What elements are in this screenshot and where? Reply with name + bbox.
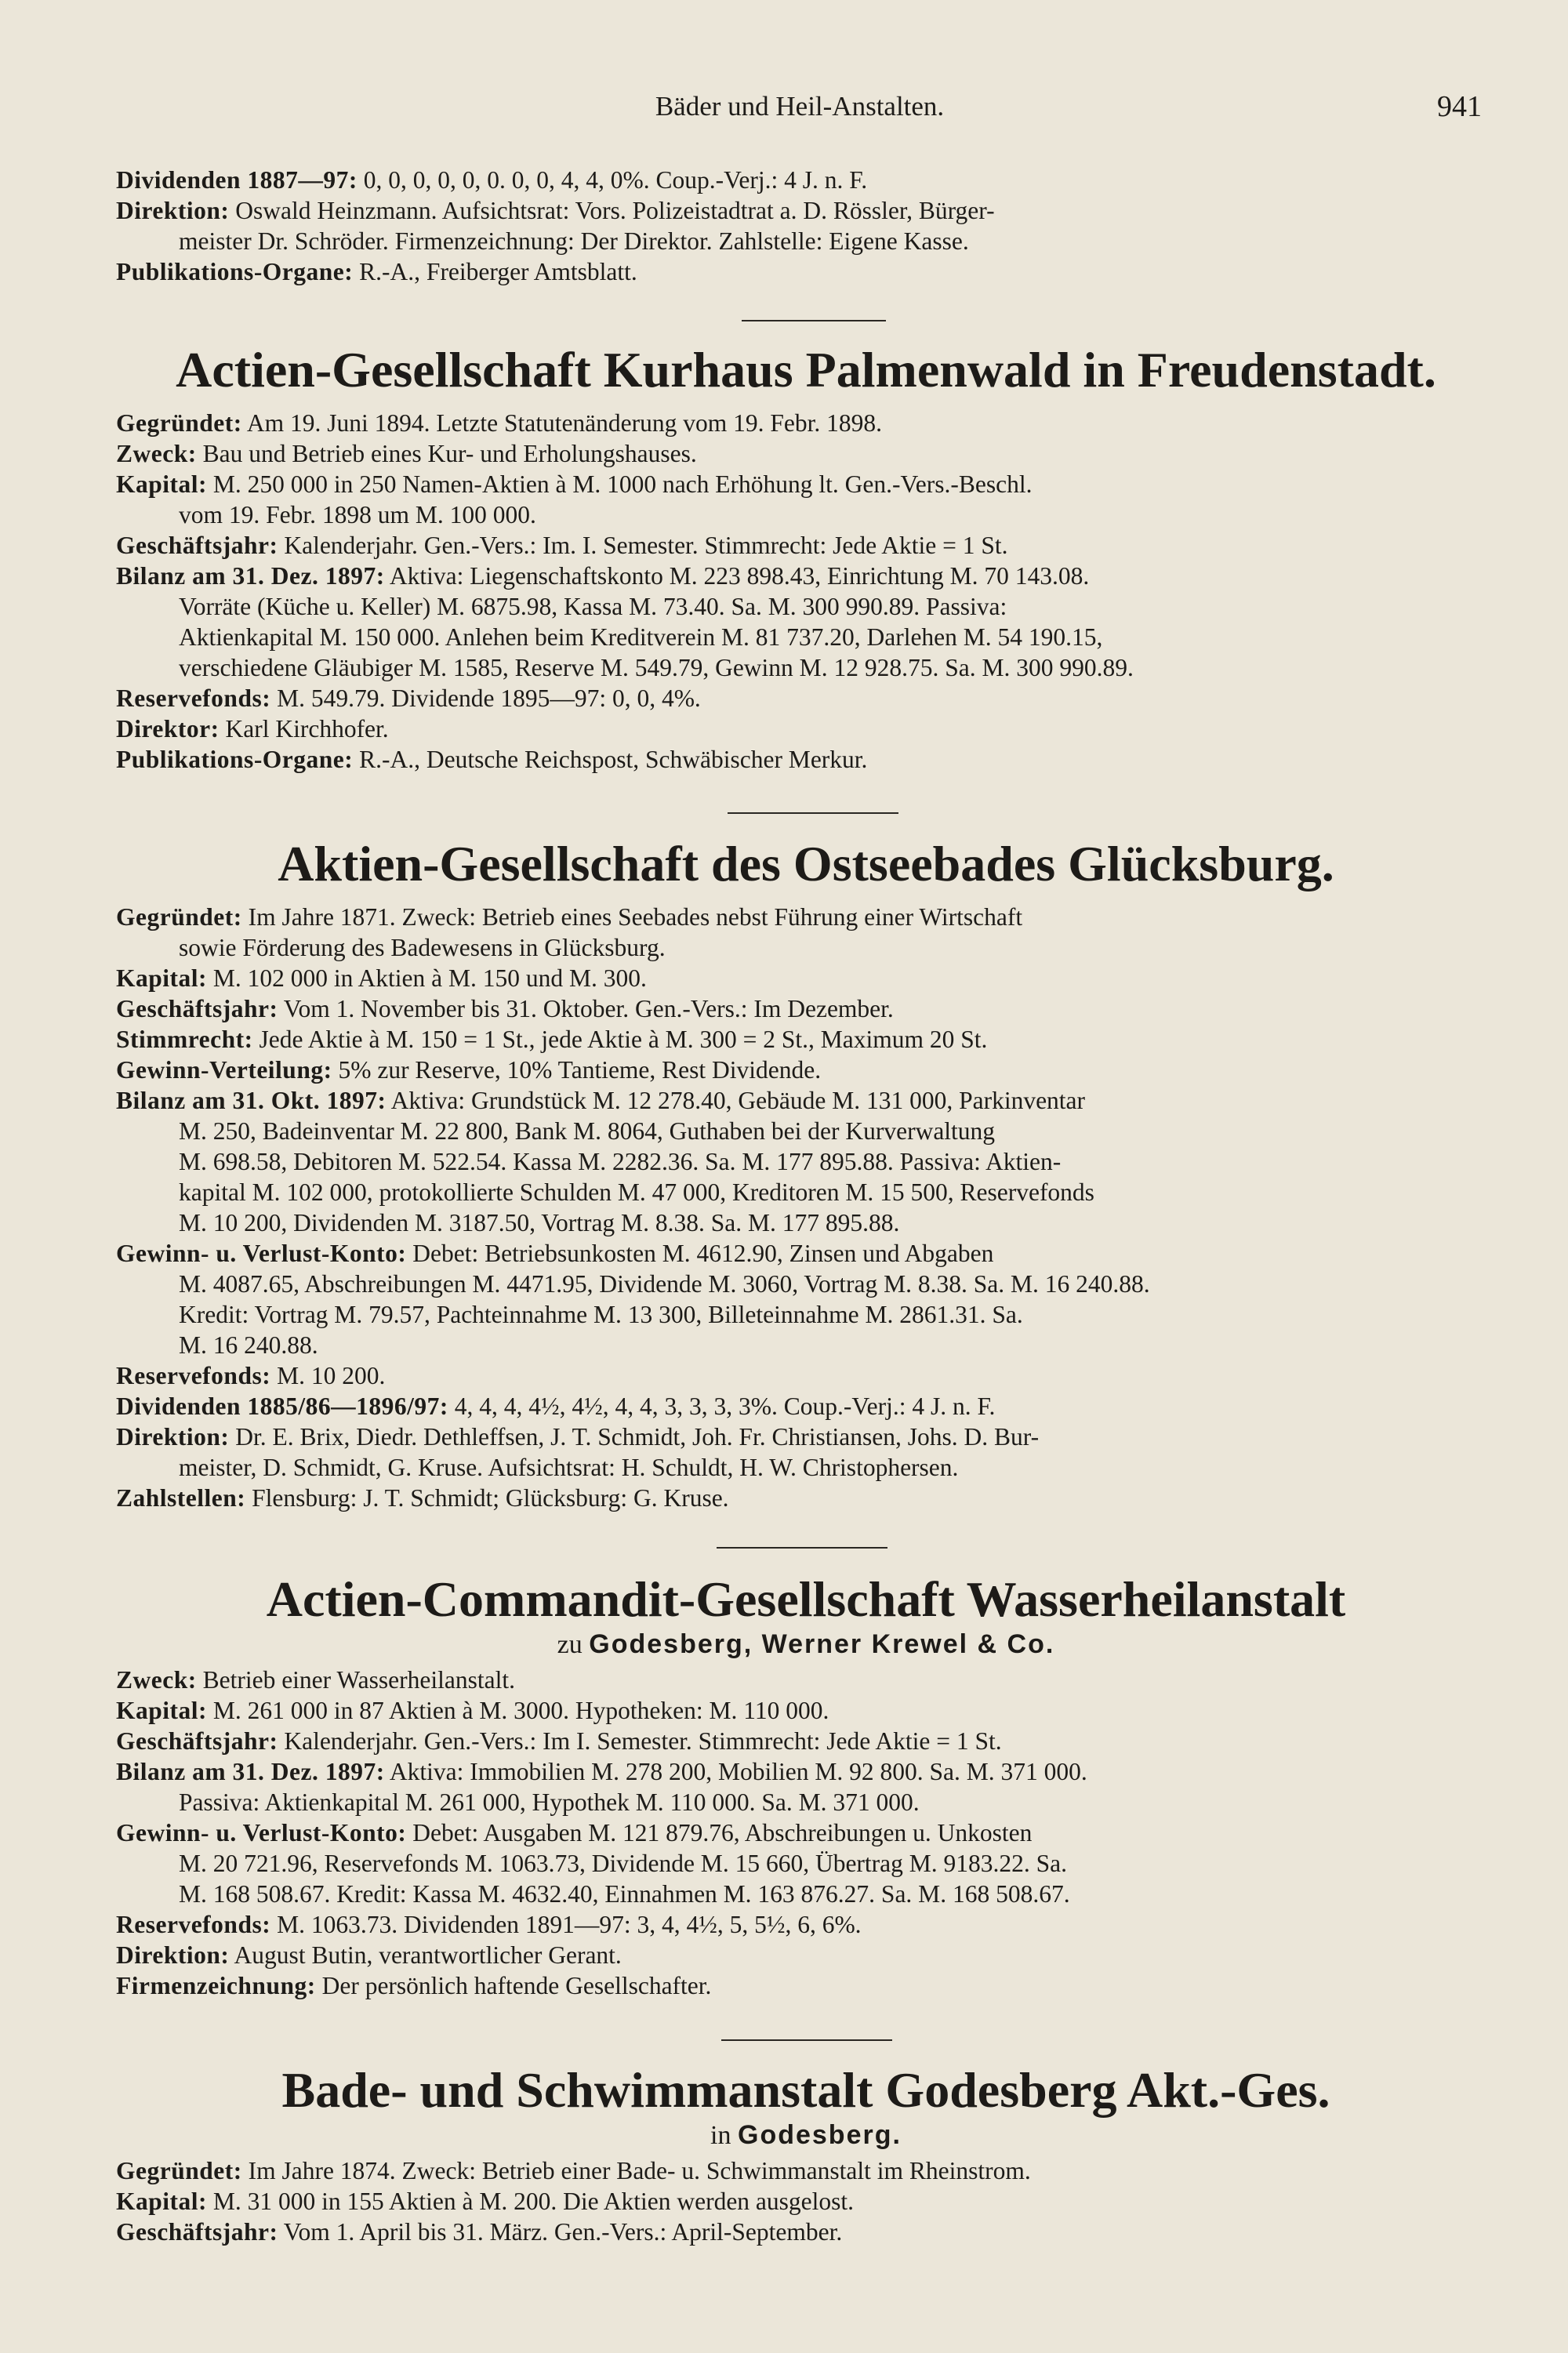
- entry-line: Gewinn- u. Verlust-Konto: Debet: Ausgaben M. 121 879.76, Abschreibungen u. Unkosten: [116, 1819, 1033, 1846]
- entry-line: Direktion: Dr. E. Brix, Diedr. Dethleffsen, J. T. Schmidt, Joh. Fr. Christiansen, Johs. D. Bur-: [116, 1423, 1040, 1451]
- entry-line: Stimmrecht: Jede Aktie à M. 150 = 1 St., jede Aktie à M. 300 = 2 St., Maximum 20 St.: [116, 1026, 988, 1053]
- section-ostseebad-gluecksburg: [116, 836, 1496, 1513]
- entry-line: Bilanz am 31. Okt. 1897: Aktiva: Grundstück M. 12 278.40, Gebäude M. 131 000, Parkinventar: [116, 1087, 1086, 1114]
- entry-line: Kapital: M. 261 000 in 87 Aktien à M. 3000. Hypotheken: M. 110 000.: [116, 1697, 829, 1724]
- entry-line: M. 10 200, Dividenden M. 3187.50, Vortrag M. 8.38. Sa. M. 177 895.88.: [179, 1209, 900, 1236]
- entry-line: Reservefonds: M. 1063.73. Dividenden 1891—97: 3, 4, 4½, 5, 5½, 6, 6%.: [116, 1911, 862, 1938]
- running-header: [118, 88, 1482, 127]
- entry-line: Gegründet: Am 19. Juni 1894. Letzte Statutenänderung vom 19. Febr. 1898.: [116, 409, 883, 437]
- entry-line: Direktion: Oswald Heinzmann. Aufsichtsrat: Vors. Polizeistadtrat a. D. Rössler, Bürger-: [116, 197, 995, 224]
- section-subtitle: zu Godesberg, Werner Krewel & Co.: [557, 1629, 1055, 1659]
- entry-line: Gewinn-Verteilung: 5% zur Reserve, 10% Tantieme, Rest Dividende.: [116, 1056, 822, 1084]
- entry-line: sowie Förderung des Badewesens in Glücksburg.: [179, 934, 666, 961]
- entry-line: M. 16 240.88.: [179, 1331, 318, 1359]
- entry-line: meister Dr. Schröder. Firmenzeichnung: Der Direktor. Zahlstelle: Eigene Kasse.: [179, 227, 969, 255]
- entry-line: M. 4087.65, Abschreibungen M. 4471.95, Dividende M. 3060, Vortrag M. 8.38. Sa. M. 16 240.88.: [179, 1270, 1150, 1298]
- section-divider: [717, 1547, 887, 1549]
- entry-line: Gegründet: Im Jahre 1874. Zweck: Betrieb einer Bade- u. Schwimmanstalt im Rheinstrom.: [116, 2157, 1031, 2184]
- header-title: Bäder und Heil-Anstalten.: [655, 91, 945, 122]
- page-number: 941: [1437, 90, 1482, 123]
- entry-line: Direktion: August Butin, verantwortlicher Gerant.: [116, 1941, 622, 1969]
- section-title: Aktien-Gesellschaft des Ostseebades Glücksburg.: [278, 836, 1334, 891]
- entry-line: Geschäftsjahr: Vom 1. November bis 31. Oktober. Gen.-Vers.: Im Dezember.: [116, 995, 894, 1022]
- entry-line: Zweck: Bau und Betrieb eines Kur- und Erholungshauses.: [116, 440, 697, 467]
- entry-line: Geschäftsjahr: Kalenderjahr. Gen.-Vers.: Im I. Semester. Stimmrecht: Jede Aktie = 1 St.: [116, 1727, 1002, 1755]
- section-divider: [728, 812, 898, 814]
- entry-line: Direktor: Karl Kirchhofer.: [116, 715, 389, 743]
- section-subtitle: in Godesberg.: [710, 2120, 902, 2150]
- entry-line: Bilanz am 31. Dez. 1897: Aktiva: Immobilien M. 278 200, Mobilien M. 92 800. Sa. M. 371 000.: [116, 1758, 1087, 1785]
- section-bade-schwimmanstalt: [116, 2062, 1496, 2247]
- entry-line: Kapital: M. 250 000 in 250 Namen-Aktien à M. 1000 nach Erhöhung lt. Gen.-Vers.-Beschl.: [116, 470, 1033, 498]
- entry-line: vom 19. Febr. 1898 um M. 100 000.: [179, 501, 536, 528]
- entry-line: Zahlstellen: Flensburg: J. T. Schmidt; Glücksburg: G. Kruse.: [116, 1484, 729, 1512]
- entry-line: Kapital: M. 102 000 in Aktien à M. 150 und M. 300.: [116, 964, 647, 992]
- entry-line: Publikations-Organe: R.-A., Deutsche Reichspost, Schwäbischer Merkur.: [116, 746, 868, 773]
- section-kurhaus-palmenwald: [116, 342, 1496, 775]
- section-divider: [742, 320, 886, 321]
- entry-line: Reservefonds: M. 10 200.: [116, 1362, 386, 1389]
- entry-line: M. 20 721.96, Reservefonds M. 1063.73, Dividende M. 15 660, Übertrag M. 9183.22. Sa.: [179, 1850, 1068, 1877]
- entry-line: Aktienkapital M. 150 000. Anlehen beim Kreditverein M. 81 737.20, Darlehen M. 54 190.15,: [179, 623, 1103, 651]
- section-title: Bade- und Schwimmanstalt Godesberg Akt.-Ges.: [281, 2062, 1330, 2118]
- entry-line: Kapital: M. 31 000 in 155 Aktien à M. 200. Die Aktien werden ausgelost.: [116, 2188, 855, 2215]
- entry-line: Zweck: Betrieb einer Wasserheilanstalt.: [116, 1666, 515, 1694]
- entry-line: Dividenden 1885/86—1896/97: 4, 4, 4, 4½, 4½, 4, 4, 3, 3, 3, 3%. Coup.-Verj.: 4 J. n. F.: [116, 1393, 996, 1420]
- entry-line: Kredit: Vortrag M. 79.57, Pachteinnahme M. 13 300, Billeteinnahme M. 2861.31. Sa.: [179, 1301, 1023, 1328]
- entry-line: Reservefonds: M. 549.79. Dividende 1895—97: 0, 0, 4%.: [116, 684, 701, 712]
- entry-line: M. 250, Badeinventar M. 22 800, Bank M. 8064, Guthaben bei der Kurverwaltung: [179, 1117, 996, 1145]
- entry-line: Gegründet: Im Jahre 1871. Zweck: Betrieb eines Seebades nebst Führung einer Wirtschaft: [116, 903, 1023, 931]
- entry-line: Bilanz am 31. Dez. 1897: Aktiva: Liegenschaftskonto M. 223 898.43, Einrichtung M. 70 143.08.: [116, 562, 1090, 590]
- entry-line: M. 698.58, Debitoren M. 522.54. Kassa M. 2282.36. Sa. M. 177 895.88. Passiva: Aktien-: [179, 1148, 1062, 1175]
- entry-line: Vorräte (Küche u. Keller) M. 6875.98, Kassa M. 73.40. Sa. M. 300 990.89. Passiva:: [179, 593, 1007, 620]
- entry-line: Publikations-Organe: R.-A., Freiberger Amtsblatt.: [116, 258, 637, 285]
- entry-line: kapital M. 102 000, protokollierte Schulden M. 47 000, Kreditoren M. 15 500, Reservefonds: [179, 1178, 1094, 1206]
- entry-line: Geschäftsjahr: Vom 1. April bis 31. März. Gen.-Vers.: April-September.: [116, 2218, 843, 2246]
- section-wasserheilanstalt: [116, 1571, 1496, 2001]
- entry-line: Firmenzeichnung: Der persönlich haftende Gesellschafter.: [116, 1972, 712, 1999]
- entry-line: meister, D. Schmidt, G. Kruse. Aufsichtsrat: H. Schuldt, H. W. Christophersen.: [179, 1454, 959, 1481]
- entry-line: Dividenden 1887—97: 0, 0, 0, 0, 0, 0. 0, 0, 4, 4, 0%. Coup.-Verj.: 4 J. n. F.: [116, 166, 868, 194]
- entry-line: verschiedene Gläubiger M. 1585, Reserve M. 549.79, Gewinn M. 12 928.75. Sa. M. 300 990.89.: [179, 654, 1134, 681]
- section-title: Actien-Commandit-Gesellschaft Wasserheilanstalt: [266, 1571, 1346, 1627]
- entry-line: M. 168 508.67. Kredit: Kassa M. 4632.40, Einnahmen M. 163 876.27. Sa. M. 168 508.67.: [179, 1880, 1070, 1908]
- entry-line: Geschäftsjahr: Kalenderjahr. Gen.-Vers.: Im. I. Semester. Stimmrecht: Jede Aktie = 1 St.: [116, 532, 1008, 559]
- section-title: Actien-Gesellschaft Kurhaus Palmenwald in Freudenstadt.: [176, 342, 1436, 398]
- top-continuation: [116, 165, 1496, 287]
- section-divider: [721, 2039, 892, 2041]
- entry-line: Gewinn- u. Verlust-Konto: Debet: Betriebsunkosten M. 4612.90, Zinsen und Abgaben: [116, 1240, 994, 1267]
- entry-line: Passiva: Aktienkapital M. 261 000, Hypothek M. 110 000. Sa. M. 371 000.: [179, 1788, 920, 1816]
